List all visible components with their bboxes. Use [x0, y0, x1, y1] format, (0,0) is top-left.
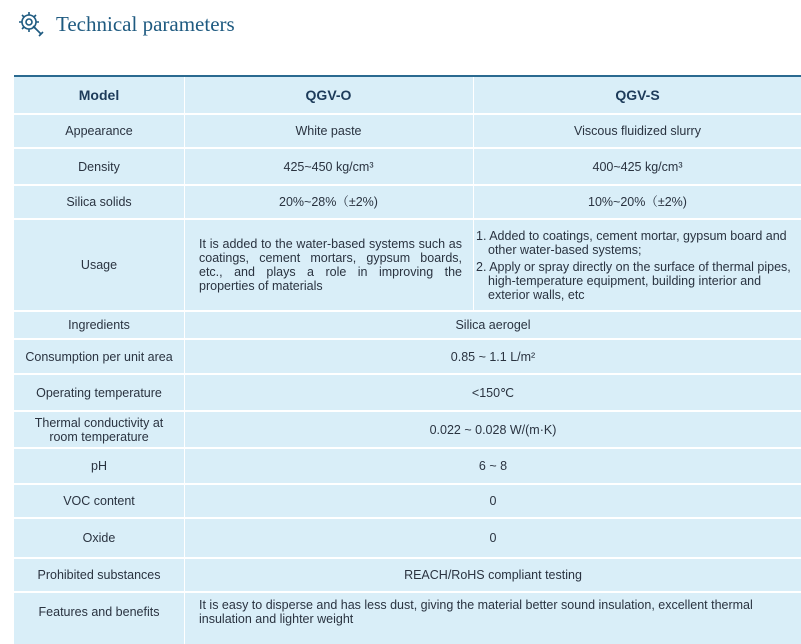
row-label-ingredients: Ingredients	[68, 318, 130, 332]
table-row	[14, 149, 801, 184]
table-row	[14, 340, 801, 373]
cell-silica-qgv-s: 10%~20%（±2%)	[588, 195, 687, 209]
usage-qgv-s-item-2: 2. Apply or spray directly on the surface of thermal pipes, high-temperature equipment, building interior and exterior walls, etc	[476, 259, 791, 302]
row-label-consumption: Consumption per unit area	[25, 349, 173, 364]
features-benefits-text: It is easy to disperse and has less dust, giving the material better sound insulation, excellent thermal insulation and lighter weight	[199, 597, 753, 626]
cell-usage-qgv-s	[474, 220, 801, 310]
page-title: Technical parameters	[56, 11, 235, 36]
table-row	[14, 220, 801, 310]
table-row	[14, 312, 801, 338]
cell-silica-qgv-o: 20%~28%（±2%)	[279, 195, 378, 209]
usage-qgv-o-text: It is added to the water-based systems such as coatings, cement mortars, gypsum boards, etc., and plays a role in improving the properties of materials	[199, 237, 462, 293]
row-label-density: Density	[78, 159, 120, 174]
section-heading	[16, 8, 235, 40]
row-label-ph: pH	[91, 459, 107, 473]
cell-usage-qgv-o	[185, 220, 472, 310]
cell-density-qgv-s: 400~425 kg/cm³	[592, 159, 683, 174]
row-label-features-benefits: Features and benefits	[38, 604, 160, 619]
cell-appearance-qgv-o: White paste	[295, 124, 362, 138]
row-label-oxide: Oxide	[82, 531, 116, 545]
table-row	[14, 412, 801, 447]
column-header-qgv-s: QGV-S	[615, 87, 660, 103]
cell-consumption: 0.85 ~ 1.1 L/m²	[450, 349, 536, 364]
table-header-row	[14, 77, 801, 113]
parameters-table	[14, 75, 801, 644]
table-row	[14, 485, 801, 517]
cell-operating-temperature: <150℃	[471, 385, 515, 400]
cell-oxide: 0	[489, 531, 497, 545]
row-label-voc-content: VOC content	[63, 494, 135, 508]
cell-density-qgv-o: 425~450 kg/cm³	[283, 159, 374, 174]
table-row	[14, 559, 801, 591]
table-row	[14, 519, 801, 557]
cell-voc-content: 0	[489, 494, 497, 508]
row-label-operating-temperature: Operating temperature	[36, 385, 162, 400]
cell-prohibited-substances: REACH/RoHS compliant testing	[404, 568, 582, 582]
row-label-silica-solids: Silica solids	[66, 195, 132, 209]
cell-features-benefits	[185, 593, 801, 630]
column-header-qgv-o: QGV-O	[305, 87, 352, 103]
table-row	[14, 115, 801, 147]
cell-thermal-conductivity: 0.022 ~ 0.028 W/(m·K)	[429, 422, 557, 437]
table-row	[14, 449, 801, 483]
table-row	[14, 186, 801, 218]
row-label-thermal-conductivity: Thermal conductivity at room temperature	[34, 415, 164, 444]
column-header-model: Model	[78, 87, 120, 103]
cell-ingredients: Silica aerogel	[455, 318, 531, 332]
gear-wrench-icon	[16, 9, 46, 39]
row-label-prohibited-substances: Prohibited substances	[37, 568, 161, 582]
row-label-usage: Usage	[80, 258, 118, 272]
row-label-appearance: Appearance	[65, 124, 133, 138]
table-row	[14, 593, 801, 630]
cell-ph: 6 ~ 8	[478, 459, 508, 473]
usage-qgv-s-item-1: 1. Added to coatings, cement mortar, gypsum board and other water-based systems;	[476, 228, 787, 257]
cell-appearance-qgv-s: Viscous fluidized slurry	[574, 124, 701, 138]
table-row	[14, 375, 801, 410]
